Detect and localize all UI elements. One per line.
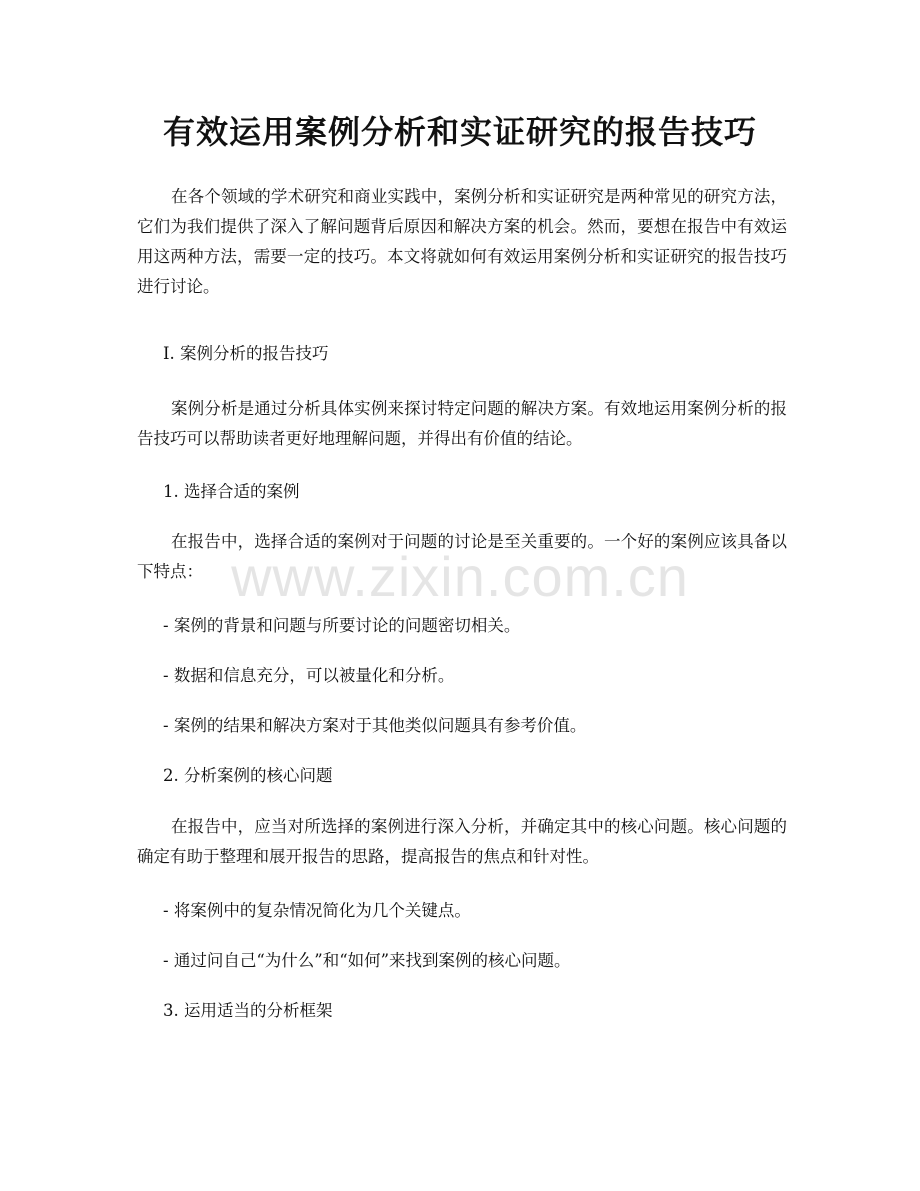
section-heading: I. 案例分析的报告技巧 [163, 344, 329, 363]
bullet-item: - 案例的背景和问题与所要讨论的问题密切相关。 [163, 616, 521, 635]
document-title: 有效运用案例分析和实证研究的报告技巧 [162, 113, 757, 151]
bullet-item: - 案例的结果和解决方案对于其他类似问题具有参考价值。 [163, 716, 587, 735]
subsection-heading: 1. 选择合适的案例 [163, 482, 300, 501]
subsection-paragraph: 在报告中，选择合适的案例对于问题的讨论是至关重要的。一个好的案例应该具备以下特点： [137, 532, 787, 581]
subsection-paragraph: 在报告中，应当对所选择的案例进行深入分析，并确定其中的核心问题。核心问题的确定有助于整理和展开报告的思路，提高报告的焦点和针对性。 [137, 817, 787, 866]
watermark: www.zixin.com.cn [231, 545, 689, 608]
intro-paragraph: 在各个领域的学术研究和商业实践中，案例分析和实证研究是两种常见的研究方法，它们为我们提供了深入了解问题背后原因和解决方案的机会。然而，要想在报告中有效运用这两种方法，需要一定的技巧。本文将就如何有效运用案例分析和实证研究的报告技巧进行讨论。 [137, 187, 787, 296]
bullet-item: - 将案例中的复杂情况简化为几个关键点。 [163, 901, 471, 920]
subsection-heading: 2. 分析案例的核心问题 [163, 766, 333, 785]
subsection-heading: 3. 运用适当的分析框架 [163, 1001, 333, 1020]
bullet-item: - 数据和信息充分，可以被量化和分析。 [163, 666, 455, 685]
section-paragraph: 案例分析是通过分析具体实例来探讨特定问题的解决方案。有效地运用案例分析的报告技巧可以帮助读者更好地理解问题，并得出有价值的结论。 [137, 399, 787, 448]
bullet-item: - 通过问自己“为什么”和“如何”来找到案例的核心问题。 [163, 951, 571, 970]
